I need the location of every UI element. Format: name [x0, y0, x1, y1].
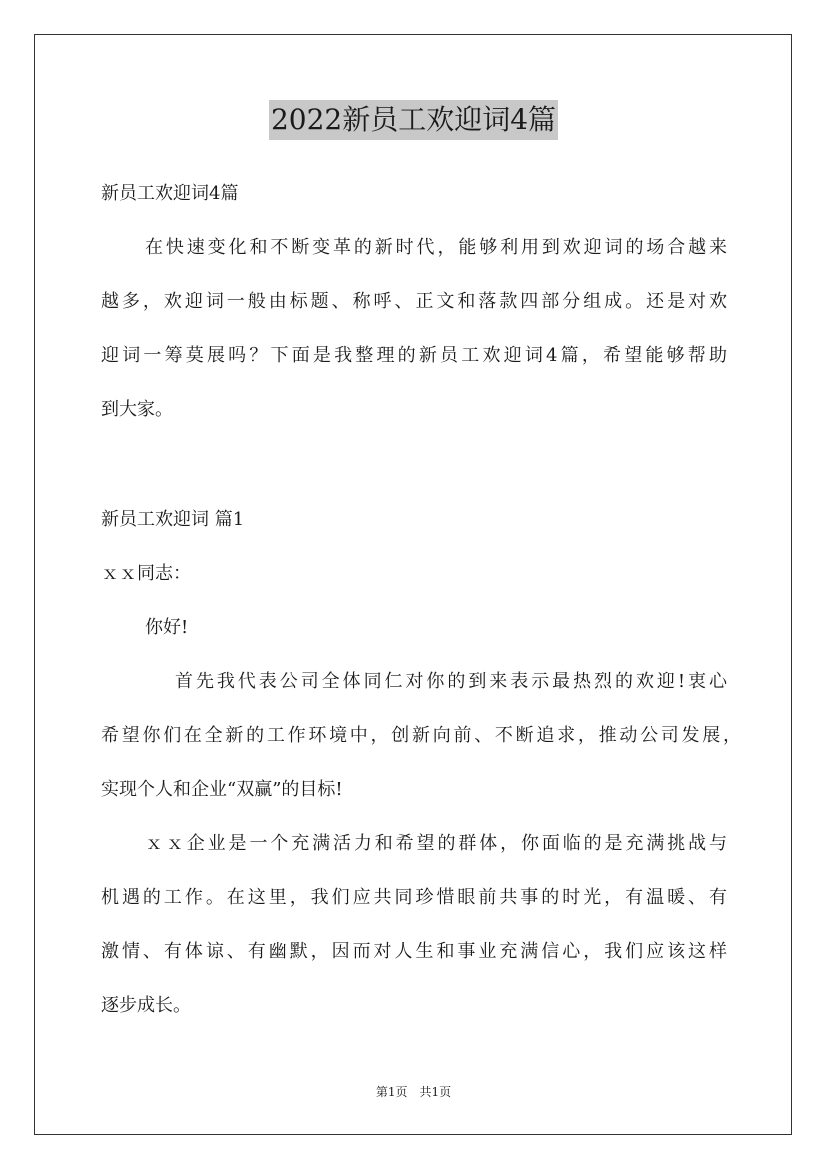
section-heading: 新员工欢迎词 篇1	[101, 509, 245, 530]
para1-line-3: 实现个人和企业“双赢”的目标!	[101, 779, 343, 800]
para2-line-4: 逐步成长。	[101, 995, 191, 1016]
intro-line-4: 到大家。	[101, 399, 173, 420]
para2-line-1: ｘｘ企业是一个充满活力和希望的群体，你面临的是充满挑战与	[145, 833, 727, 854]
greeting: 你好!	[145, 617, 189, 638]
para2-line-3: 激情、有体谅、有幽默，因而对人生和事业充满信心，我们应该这样	[101, 941, 727, 962]
para1-line-1: 首先我代表公司全体同仁对你的到来表示最热烈的欢迎!衷心	[175, 671, 727, 692]
document-title: 2022新员工欢迎词4篇	[269, 100, 558, 140]
intro-line-3: 迎词一筹莫展吗？下面是我整理的新员工欢迎词4篇，希望能够帮助	[101, 345, 727, 366]
page-footer: 第1页 共1页	[375, 1085, 452, 1099]
intro-line-1: 在快速变化和不断变革的新时代，能够利用到欢迎词的场合越来	[145, 237, 727, 258]
title-container	[0, 100, 827, 140]
subtitle: 新员工欢迎词4篇	[101, 183, 239, 204]
para2-line-2: 机遇的工作。在这里，我们应共同珍惜眼前共事的时光，有温暖、有	[101, 887, 727, 908]
intro-line-2: 越多，欢迎词一般由标题、称呼、正文和落款四部分组成。还是对欢	[101, 291, 727, 312]
para1-line-2: 希望你们在全新的工作环境中，创新向前、不断追求，推动公司发展，	[101, 725, 741, 746]
salutation: ｘｘ同志：	[101, 563, 191, 584]
